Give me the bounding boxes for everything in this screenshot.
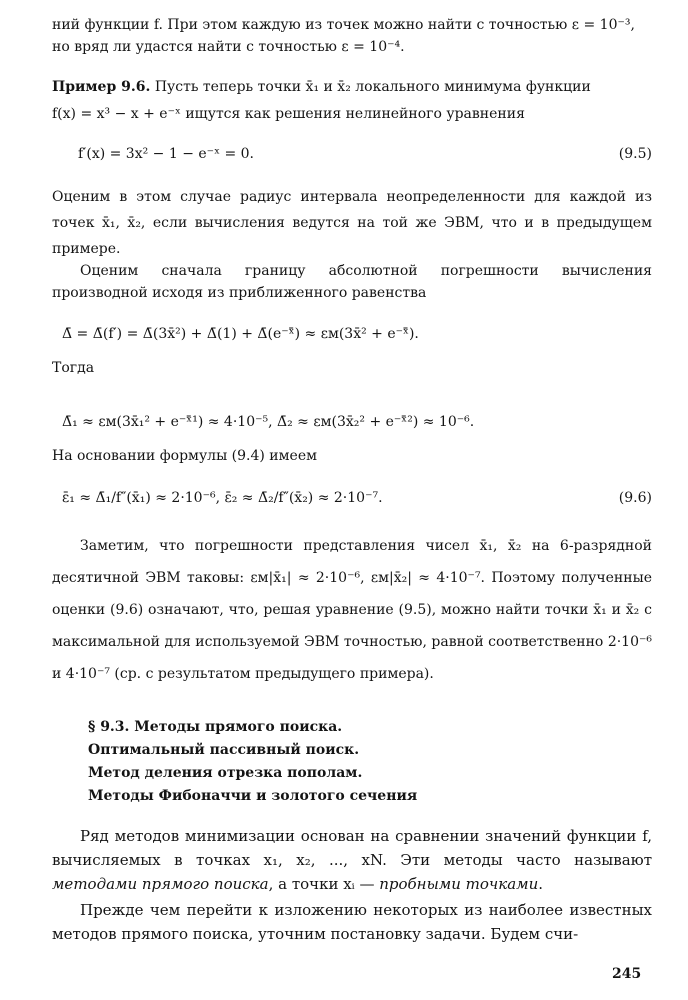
equation-9-6 — [52, 486, 652, 510]
section-subtitle-2: Метод деления отрезка пополам. — [88, 765, 363, 781]
equation-9-6-formula: ε̄₁ ≈ Δ̄₁/f″(x̄₁) ≈ 2·10⁻⁶, ε̄₂ ≈ Δ̄₂/f″(x̄₂) ≈ 2·10⁻⁷. — [62, 490, 383, 506]
example-label: Пример 9.6. — [52, 79, 151, 95]
equation-deltas-formula: Δ̄₁ ≈ εм(3x̄₁² + e⁻ˣ̄¹) ≈ 4·10⁻⁵, Δ̄₂ ≈ εм(3x̄₂² + e⁻ˣ̄²) ≈ 10⁻⁶. — [62, 414, 475, 430]
top-line-2: но вряд ли удастся найти с точностью ε = 10⁻⁴. — [52, 39, 405, 55]
example-text-1: Пусть теперь точки x̄₁ и x̄₂ локального минимума функции — [154, 79, 591, 95]
paragraph-estimate-bound: Оценим сначала границу абсолютной погрешности вычисления производной исходя из приближенного равенства — [52, 263, 652, 301]
equation-9-5-number: (9.5) — [618, 146, 652, 162]
word-togda: Тогда — [52, 360, 95, 376]
paragraph-estimate-radius: Оценим в этом случае радиус интервала неопределенности для каждой из точек x̄₁, x̄₂, если вычисления ведутся на той же ЭВМ, что и в предыдущем примере. — [52, 189, 652, 257]
paragraph-direct-search: Ряд методов минимизации основан на сравнении значений функции f, вычисляемых в точках x₁, x₂, ..., xN. Эти методы часто называют методами прямого поиска, а точки xᵢ — пробными точками. — [52, 827, 652, 893]
page-number: 245 — [612, 966, 642, 982]
equation-delta-formula: Δ̄ = Δ̄(f′) = Δ̄(3x̄²) + Δ̄(1) + Δ̄(e⁻ˣ̄) ≈ εм(3x̄² + e⁻ˣ̄). — [62, 326, 419, 342]
equation-9-6-number: (9.6) — [618, 490, 652, 506]
equation-9-5 — [52, 142, 652, 166]
section-heading — [88, 716, 648, 808]
paragraph-remark: Заметим, что погрешности представления чисел x̄₁, x̄₂ на 6-разрядной десятичной ЭВМ таковы: εм|x̄₁| ≈ 2·10⁻⁶, εм|x̄₂| ≈ 4·10⁻⁷. Поэтому полученные оценки (9.6) означают, что, решая уравнение (9.5), можно найти точки x̄₁ и x̄₂ с максимальной для используемой ЭВМ точностью, равной соответственно 2·10⁻⁶ и 4·10⁻⁷ (ср. с результатом предыдущего примера). — [52, 538, 652, 682]
term-direct-search: методами прямого поиска — [52, 875, 269, 893]
equation-9-5-formula: f′(x) = 3x² − 1 − e⁻ˣ = 0. — [78, 146, 254, 162]
example-9-6 — [52, 74, 652, 128]
equation-delta — [52, 322, 652, 346]
basis-line: На основании формулы (9.4) имеем — [52, 448, 317, 464]
section-subtitle-3: Методы Фибоначчи и золотого сечения — [88, 788, 418, 804]
paragraph-problem-statement: Прежде чем перейти к изложению некоторых из наиболее известных методов прямого поиска, уточним постановку задачи. Будем счи- — [52, 901, 652, 943]
section-title: § 9.3. Методы прямого поиска. — [88, 719, 343, 735]
section-subtitle-1: Оптимальный пассивный поиск. — [88, 742, 360, 758]
term-trial-points: пробными точками — [379, 875, 539, 893]
top-line-1: ний функции f. При этом каждую из точек можно найти с точностью ε = 10⁻³, — [52, 17, 635, 33]
example-text-2: f(x) = x³ − x + e⁻ˣ ищутся как решения нелинейного уравнения — [52, 106, 525, 122]
equation-deltas — [52, 410, 652, 434]
top-lines — [52, 14, 652, 58]
